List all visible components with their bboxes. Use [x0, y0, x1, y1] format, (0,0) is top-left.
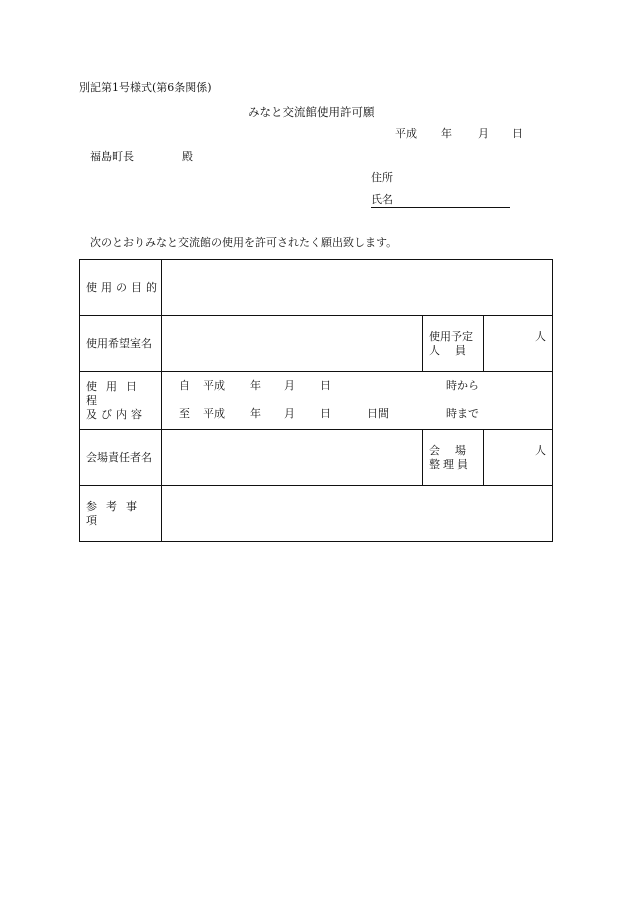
staff-label-line2: 整理員: [429, 457, 471, 471]
intro-text: 次のとおりみなと交流館の使用を許可されたく願出致します。: [90, 236, 398, 249]
from-year: 年: [250, 379, 261, 392]
purpose-field[interactable]: [162, 260, 553, 316]
row-room: [80, 316, 553, 372]
date-day: 日: [512, 127, 523, 140]
form-number: 別記第1号様式(第6条関係): [79, 81, 212, 94]
schedule-label: [80, 372, 162, 430]
room-label: 使用希望室名: [80, 316, 162, 372]
to-year: 年: [250, 407, 261, 420]
from-prefix: 自: [179, 379, 190, 392]
staff-label-line1: 会 場: [429, 443, 468, 457]
duration-days: 日間: [367, 407, 389, 420]
date-month: 月: [478, 127, 489, 140]
row-notes: [80, 486, 553, 542]
expected-users-field[interactable]: [484, 316, 553, 372]
from-day: 日: [320, 379, 331, 392]
staff-field[interactable]: [484, 430, 553, 486]
schedule-label-line1: 使用日程: [86, 379, 146, 407]
row-purpose: [80, 260, 553, 316]
application-form-table: [79, 259, 553, 542]
to-day: 日: [320, 407, 331, 420]
to-prefix: 至: [179, 407, 190, 420]
schedule-field[interactable]: [162, 372, 553, 430]
row-schedule: [80, 372, 553, 430]
to-era: 平成: [203, 407, 225, 420]
notes-field[interactable]: [162, 486, 553, 542]
expected-users-label-line2: 人 員: [429, 343, 468, 357]
honorific: 殿: [182, 150, 193, 163]
time-to: 時まで: [446, 407, 479, 420]
to-month: 月: [284, 407, 295, 420]
manager-label: 会場責任者名: [80, 430, 162, 486]
name-label: 氏名: [371, 193, 393, 206]
name-line[interactable]: [371, 193, 510, 208]
row-manager: [80, 430, 553, 486]
date-year: 年: [441, 127, 452, 140]
staff-label: [423, 430, 484, 486]
page-title: みなと交流館使用許可願: [248, 105, 375, 119]
time-from: 時から: [446, 379, 479, 392]
address-label: 住所: [371, 171, 393, 184]
addressee: 福島町長: [90, 150, 134, 163]
staff-unit: 人: [535, 444, 547, 457]
expected-users-label-line1: 使用予定: [429, 329, 473, 343]
manager-field[interactable]: [162, 430, 423, 486]
date-era: 平成: [395, 127, 417, 140]
from-month: 月: [284, 379, 295, 392]
purpose-label: 使用の目的: [80, 260, 162, 316]
from-era: 平成: [203, 379, 225, 392]
expected-users-unit: 人: [535, 330, 547, 343]
room-field[interactable]: [162, 316, 423, 372]
notes-label: 参考事項: [80, 486, 162, 542]
schedule-label-line2: 及び内容: [86, 407, 146, 421]
expected-users-label: [423, 316, 484, 372]
